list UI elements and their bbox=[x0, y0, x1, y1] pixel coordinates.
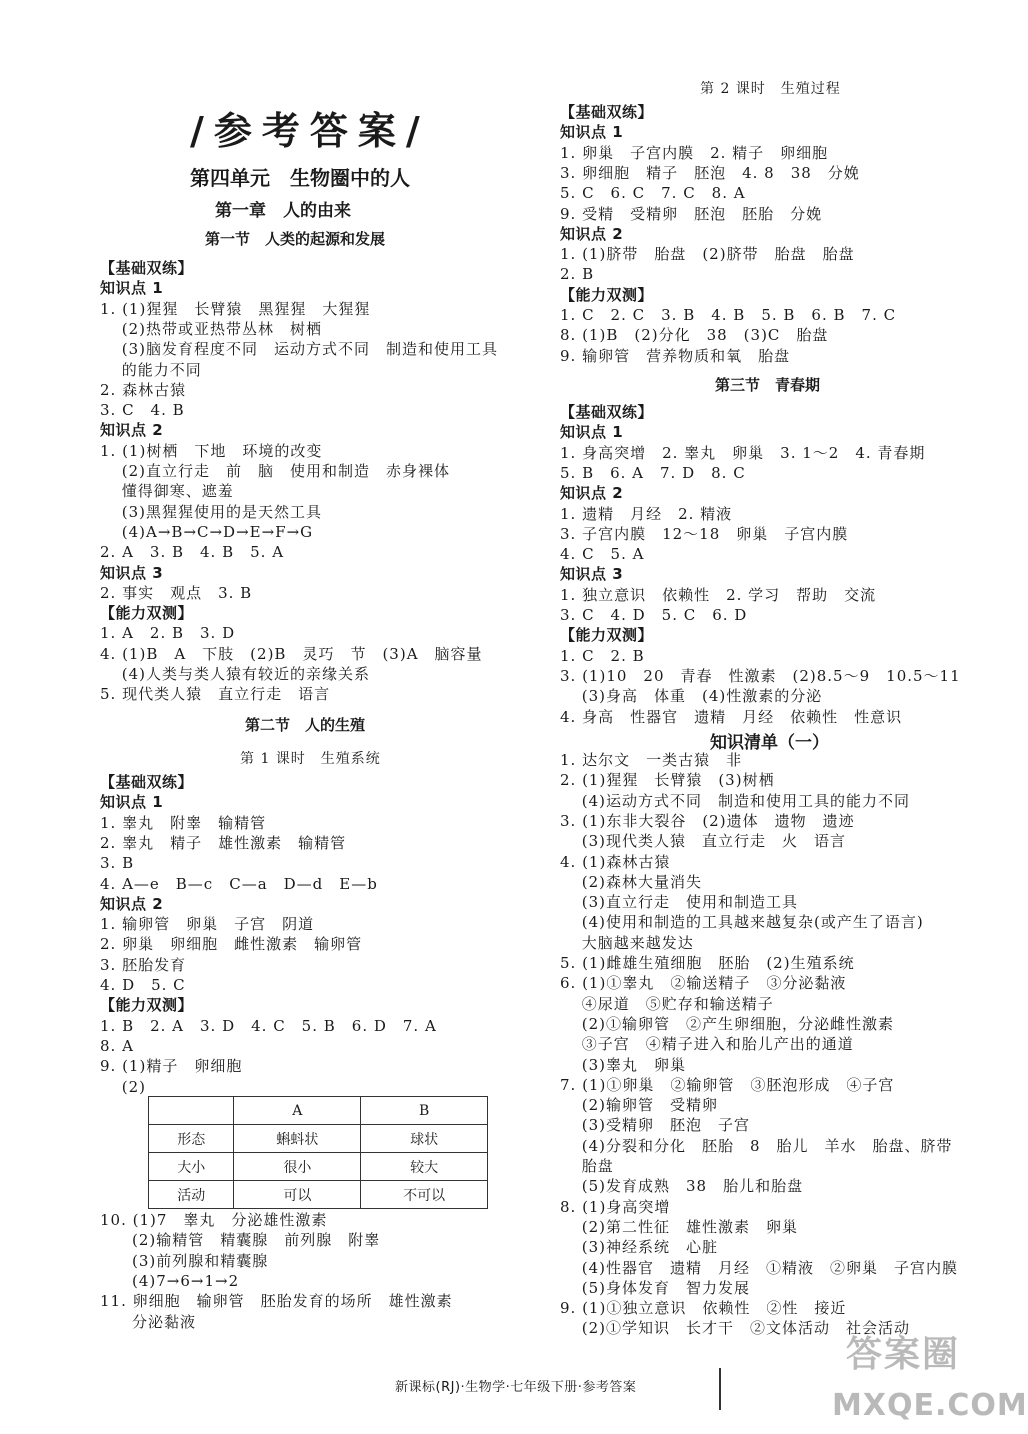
answer-line: 9. (1)①独立意识 依赖性 ②性 接近 bbox=[560, 1299, 847, 1318]
answer-line: (2)输精管 精囊腺 前列腺 附睾 bbox=[100, 1231, 381, 1250]
table-cell: 可以 bbox=[234, 1181, 361, 1209]
lesson1-title: 第 1 课时 生殖系统 bbox=[240, 751, 381, 767]
answer-line: 1. 遗精 月经 2. 精液 bbox=[560, 504, 733, 523]
answer-line: (2)第二性征 雄性激素 卵巢 bbox=[560, 1217, 799, 1236]
answer-line: (3)受精卵 胚泡 子宫 bbox=[560, 1116, 751, 1135]
answer-line: 知识点 2 bbox=[560, 224, 624, 243]
answer-line: 知识点 1 bbox=[560, 423, 624, 442]
table-cell bbox=[149, 1097, 234, 1125]
watermark-bottom-text: MXQE.COM bbox=[832, 1388, 1028, 1423]
section1-title: 第一节 人类的起源和发展 bbox=[205, 230, 386, 248]
answer-line: (2)直立行走 前 脑 使用和制造 赤身裸体 bbox=[100, 462, 451, 480]
answer-line: 知识点 2 bbox=[100, 421, 164, 440]
table-cell: 形态 bbox=[149, 1125, 234, 1153]
table-cell: 活动 bbox=[149, 1181, 234, 1209]
answer-line: 【基础双练】 bbox=[560, 403, 654, 421]
answer-line: 【基础双练】 bbox=[100, 259, 194, 277]
chapter-title: 第一章 人的由来 bbox=[215, 201, 351, 221]
answer-line: 【能力双测】 bbox=[560, 626, 654, 645]
answer-line: 4. (1)B A 下肢 (2)B 灵巧 节 (3)A 脑容量 bbox=[100, 644, 483, 663]
table-row bbox=[149, 1181, 488, 1209]
table-row bbox=[149, 1153, 488, 1181]
answer-line: 3. 卵细胞 精子 胚泡 4. 8 38 分娩 bbox=[560, 163, 860, 182]
answer-line: (3)直立行走 使用和制造工具 bbox=[560, 893, 799, 912]
lesson2-title: 第 2 课时 生殖过程 bbox=[700, 81, 841, 97]
answer-line: 1. 睾丸 附睾 输精管 bbox=[100, 813, 267, 832]
answer-line: 1. A 2. B 3. D bbox=[100, 624, 236, 643]
answer-line: 知识点 1 bbox=[100, 793, 164, 812]
answer-line: (2)①学知识 长才干 ②文体活动 社会活动 bbox=[560, 1319, 911, 1338]
answer-line: ④尿道 ⑤贮存和输送精子 bbox=[560, 994, 774, 1013]
answer-line: 2. 森林古猿 bbox=[100, 380, 187, 399]
answer-line: (3)脑发育程度不同 运动方式不同 制造和使用工具 bbox=[100, 340, 499, 359]
answer-line: 4. C 5. A bbox=[560, 545, 645, 564]
checklist-title: 知识清单（一） bbox=[710, 733, 829, 753]
answer-line: ③子宫 ④精子进入和胎儿产出的通道 bbox=[560, 1035, 854, 1054]
answer-line: 9. (1)精子 卵细胞 bbox=[100, 1057, 243, 1076]
answer-line: 1. 身高突增 2. 睾丸 卵巢 3. 1～2 4. 青春期 bbox=[560, 443, 926, 462]
answer-line: 11. 卵细胞 输卵管 胚胎发育的场所 雄性激素 bbox=[100, 1292, 453, 1311]
answer-line: (2)热带或亚热带丛林 树栖 bbox=[100, 319, 323, 338]
answer-line: 10. (1)7 睾丸 分泌雄性激素 bbox=[100, 1211, 328, 1229]
answer-line: 【能力双测】 bbox=[100, 604, 194, 623]
answer-line: 2. B bbox=[560, 265, 595, 284]
answer-line: 知识点 1 bbox=[100, 279, 164, 298]
answer-line: 3. 胚胎发育 bbox=[100, 955, 187, 974]
answer-line: 1. (1)猩猩 长臂猿 黑猩猩 大猩猩 bbox=[100, 299, 371, 318]
answer-line: 3. (1)东非大裂谷 (2)遗体 遗物 遗迹 bbox=[560, 811, 855, 830]
table-cell: 大小 bbox=[149, 1153, 234, 1181]
answer-line: 5. (1)雌雄生殖细胞 胚胎 (2)生殖系统 bbox=[560, 954, 855, 972]
answer-line: 2. 睾丸 精子 雄性激素 输精管 bbox=[100, 833, 347, 852]
answer-line: 2. 卵巢 卵细胞 雌性激素 输卵管 bbox=[100, 935, 363, 954]
answer-line: 胎盘 bbox=[560, 1157, 614, 1175]
answer-line: (5)发育成熟 38 胎儿和胎盘 bbox=[560, 1177, 804, 1196]
answer-line: 【能力双测】 bbox=[560, 285, 654, 304]
answer-line: (4)7→6→1→2 bbox=[100, 1271, 240, 1290]
answer-line: 分泌黏液 bbox=[100, 1312, 197, 1331]
answer-line: 4. (1)森林古猿 bbox=[560, 852, 671, 871]
answer-line: 1. B 2. A 3. D 4. C 5. B 6. D 7. A bbox=[100, 1016, 437, 1035]
answer-line: 3. 子宫内膜 12～18 卵巢 子宫内膜 bbox=[560, 524, 849, 543]
answer-line: 9. 输卵管 营养物质和氧 胎盘 bbox=[560, 346, 791, 365]
answer-line: 【基础双练】 bbox=[560, 103, 654, 121]
answer-line: 5. B 6. A 7. D 8. C bbox=[560, 463, 746, 482]
answer-line: 1. C 2. C 3. B 4. B 5. B 6. B 7. C bbox=[560, 306, 897, 324]
answer-line: 知识点 1 bbox=[560, 123, 624, 142]
answer-line: (3)现代类人猿 直立行走 火 语言 bbox=[560, 832, 847, 851]
answer-line: 9. 受精 受精卵 胚泡 胚胎 分娩 bbox=[560, 204, 823, 223]
sperm-egg-table bbox=[148, 1096, 488, 1209]
answer-line: 1. 独立意识 依赖性 2. 学习 帮助 交流 bbox=[560, 585, 877, 604]
answer-line: 1. C 2. B bbox=[560, 646, 645, 665]
unit-title: 第四单元 生物圈中的人 bbox=[190, 166, 410, 190]
table-cell: 较大 bbox=[361, 1153, 488, 1181]
banner-title: /参考答案/ bbox=[190, 109, 430, 153]
answer-line: 6. (1)①睾丸 ②输送精子 ③分泌黏液 bbox=[560, 974, 847, 993]
answer-line: (4)分裂和分化 胚胎 8 胎儿 羊水 胎盘、脐带 bbox=[560, 1136, 953, 1155]
answer-line: 3. (1)10 20 青春 性激素 (2)8.5～9 10.5～11 bbox=[560, 666, 961, 685]
answer-line: (3)黑猩猩使用的是天然工具 bbox=[100, 502, 323, 521]
answer-line: (3)睾丸 卵巢 bbox=[560, 1055, 687, 1074]
table-cell: 蝌蚪状 bbox=[234, 1125, 361, 1153]
table-cell: 不可以 bbox=[361, 1181, 488, 1209]
answer-line: 5. C 6. C 7. C 8. A bbox=[560, 184, 746, 203]
answer-line: 3. B bbox=[100, 854, 135, 873]
answer-line: (3)前列腺和精囊腺 bbox=[100, 1251, 269, 1270]
answer-line: 3. C 4. B bbox=[100, 401, 185, 420]
table-row bbox=[149, 1125, 488, 1153]
page-footer: 新课标(RJ)·生物学·七年级下册·参考答案 bbox=[395, 1380, 637, 1395]
answer-line: 1. 输卵管 卵巢 子宫 阴道 bbox=[100, 915, 315, 934]
answer-line: 8. A bbox=[100, 1036, 134, 1055]
answer-line: 知识点 2 bbox=[100, 894, 164, 913]
answer-line: 1. 卵巢 子宫内膜 2. 精子 卵细胞 bbox=[560, 143, 829, 162]
answer-line: 1. 达尔文 一类古猿 非 bbox=[560, 751, 743, 769]
table-header-row bbox=[149, 1097, 488, 1125]
section2-title: 第二节 人的生殖 bbox=[245, 716, 366, 734]
answer-line: 8. (1)B (2)分化 38 (3)C 胎盘 bbox=[560, 326, 829, 345]
answer-line: 【基础双练】 bbox=[100, 773, 194, 791]
answer-line: (3)神经系统 心脏 bbox=[560, 1238, 719, 1257]
answer-line: 2. 事实 观点 3. B bbox=[100, 583, 253, 602]
answer-line: (2) bbox=[100, 1077, 147, 1096]
answer-line: 4. A—e B—c C—a D—d E—b bbox=[100, 874, 378, 893]
answer-line: 5. 现代类人猿 直立行走 语言 bbox=[100, 685, 331, 704]
watermark-top-text: 答案圈 bbox=[846, 1334, 961, 1375]
answer-line: 懂得御寒、遮羞 bbox=[100, 482, 234, 501]
answer-line: 【能力双测】 bbox=[100, 996, 194, 1015]
answer-line: (4)性器官 遗精 月经 ①精液 ②卵巢 子宫内膜 bbox=[560, 1258, 959, 1277]
answer-line: (4)人类与类人猿有较近的亲缘关系 bbox=[100, 665, 371, 683]
answer-line: (2)①输卵管 ②产生卵细胞，分泌雌性激素 bbox=[560, 1014, 895, 1033]
table-cell: 球状 bbox=[361, 1125, 488, 1153]
answer-line: 知识点 3 bbox=[100, 563, 164, 582]
answer-line: (4)A→B→C→D→E→F→G bbox=[100, 522, 314, 541]
answer-line: (5)身体发育 智力发展 bbox=[560, 1278, 751, 1297]
answer-line: 4. 身高 性器官 遗精 月经 依赖性 性意识 bbox=[560, 707, 903, 726]
table-cell: A bbox=[234, 1097, 361, 1125]
answer-line: (2)输卵管 受精卵 bbox=[560, 1096, 719, 1115]
answer-line: 大脑越来越发达 bbox=[560, 933, 694, 952]
answer-line: 4. D 5. C bbox=[100, 976, 186, 994]
answer-line: (4)使用和制造的工具越来越复杂(或产生了语言) bbox=[560, 913, 924, 932]
answer-line: 知识点 3 bbox=[560, 565, 624, 584]
watermark-logo bbox=[828, 1326, 1028, 1430]
answer-line: (2)森林大量消失 bbox=[560, 872, 703, 891]
answer-line: 知识点 2 bbox=[560, 484, 624, 503]
answer-line: 8. (1)身高突增 bbox=[560, 1197, 671, 1216]
answer-line: (3)身高 体重 (4)性激素的分泌 bbox=[560, 687, 823, 706]
answer-line: 1. (1)脐带 胎盘 (2)脐带 胎盘 胎盘 bbox=[560, 245, 855, 264]
answer-line: 2. (1)猩猩 长臂猿 (3)树栖 bbox=[560, 771, 775, 790]
answer-line: 7. (1)①卵巢 ②输卵管 ③胚泡形成 ④子宫 bbox=[560, 1075, 895, 1094]
answer-line: 1. (1)树栖 下地 环境的改变 bbox=[100, 441, 323, 460]
answer-line: 的能力不同 bbox=[100, 360, 202, 379]
answer-line: (4)运动方式不同 制造和使用工具的能力不同 bbox=[560, 791, 911, 810]
table-cell: 很小 bbox=[234, 1153, 361, 1181]
section3-title: 第三节 青春期 bbox=[715, 376, 821, 394]
footer-divider bbox=[719, 1368, 721, 1410]
table-cell: B bbox=[361, 1097, 488, 1125]
answer-line: 3. C 4. D 5. C 6. D bbox=[560, 606, 748, 624]
answer-line: 2. A 3. B 4. B 5. A bbox=[100, 543, 285, 562]
